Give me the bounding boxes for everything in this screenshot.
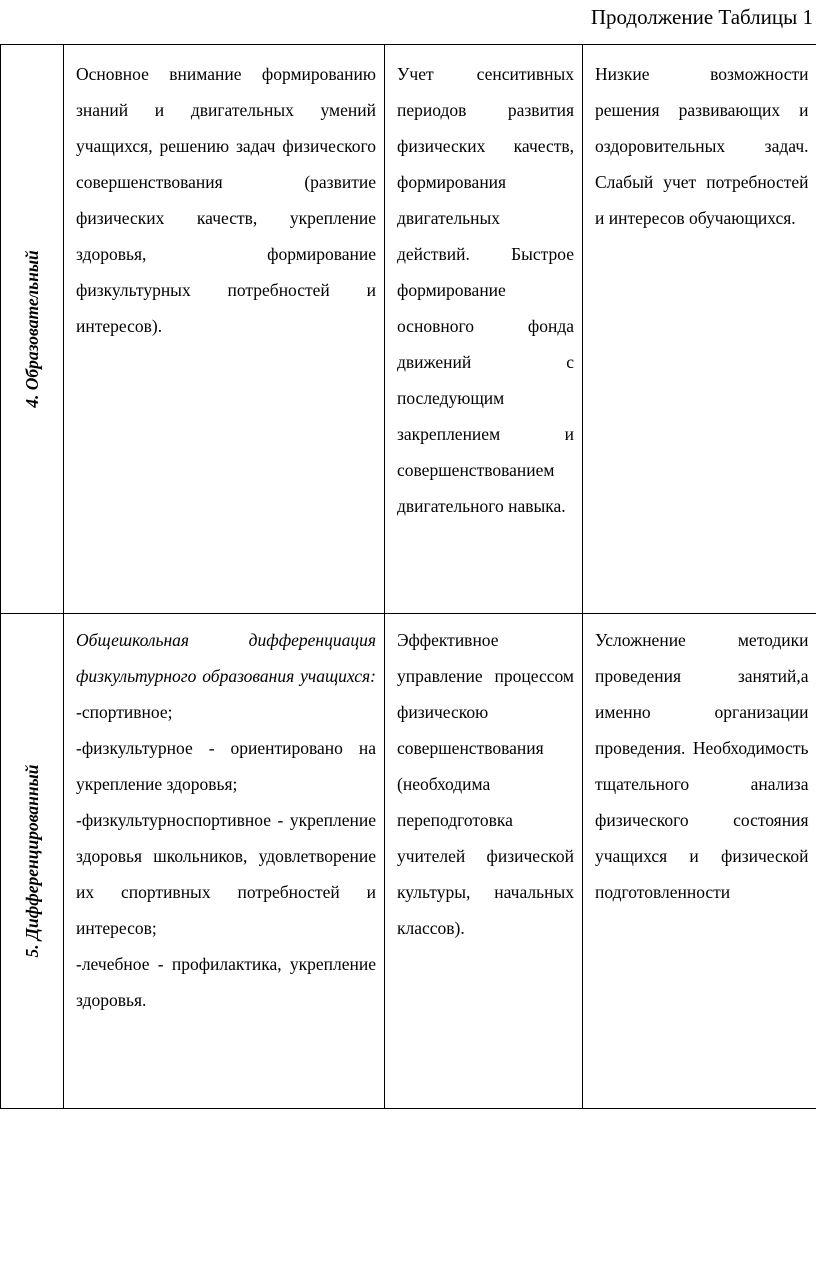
cell-text: Эффективное управление процессом физическою совершенствования (необходима переподготовка учителей физической культуры, начальных классов).	[397, 630, 574, 938]
cell-text: Низкие возможности решения развивающих и оздоровительных задач. Слабый учет потребностей и интересов обучающихся.	[595, 64, 809, 228]
cell-text: Усложнение методики проведения занятий,а именно организации проведения. Необходимость тщательного анализа физического состояния учащихся и физической подготовленности	[595, 630, 809, 902]
row-label: 5. Дифференцированный	[22, 764, 42, 958]
list-item: -спортивное;	[76, 702, 173, 722]
table-cell	[385, 614, 583, 1109]
cell-text: Учет сенситивных периодов развития физических качеств, формирования двигательных действий. Быстрое формирование основного фонда движений с последующим закреплением и совершенствованием двигательного навыка.	[397, 64, 574, 516]
table-row	[1, 614, 816, 1109]
table-caption: Продолжение Таблицы 1	[590, 5, 813, 29]
table-cell	[583, 614, 816, 1109]
row-label: 4. Образовательный	[22, 250, 42, 408]
comparison-table	[0, 44, 816, 1109]
table-cell	[385, 45, 583, 614]
row-label-cell	[1, 45, 64, 614]
cell-text	[64, 614, 384, 1030]
table-cell	[64, 614, 385, 1109]
list-item: -лечебное - профилактика, укрепление здоровья.	[76, 954, 376, 1010]
list-item: -физкультурноспортивное - укрепление здоровья школьников, удовлетворение их спортивных потребностей и интересов;	[76, 810, 376, 938]
cell-text: Основное внимание формированию знаний и двигательных умений учащихся, решению задач физического совершенствования (развитие физических качеств, укрепление здоровья, формирование физкультурных потребностей и интересов).	[76, 64, 376, 336]
table-cell	[64, 45, 385, 614]
cell-intro: Общешкольная дифференциация физкультурного образования учащихся:	[76, 630, 376, 686]
list-item: -физкультурное - ориентировано на укрепление здоровья;	[76, 738, 376, 794]
table-row	[1, 45, 816, 614]
row-label-cell	[1, 614, 64, 1109]
table-cell	[583, 45, 816, 614]
